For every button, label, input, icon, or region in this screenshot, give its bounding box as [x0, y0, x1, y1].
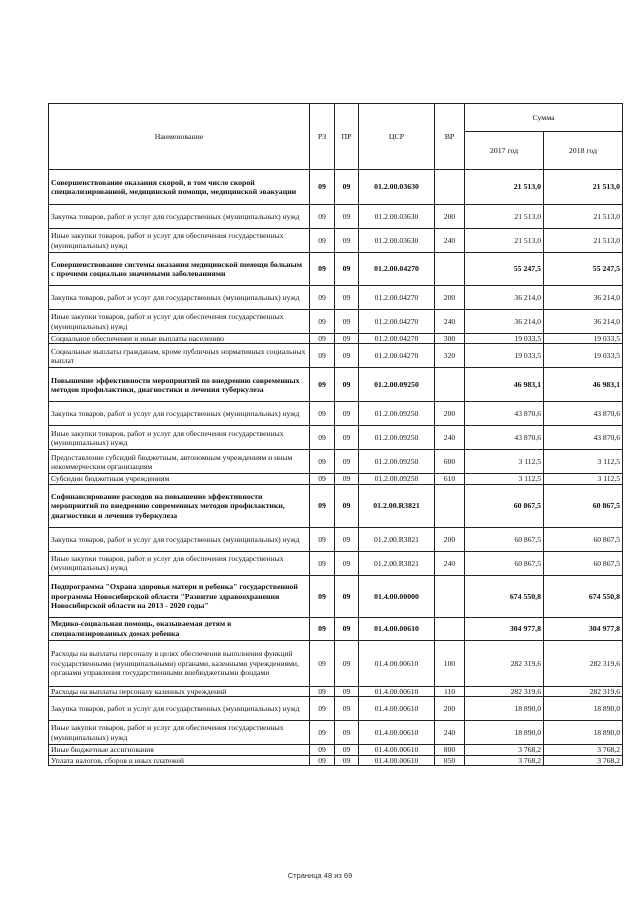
page-footer: Страница 48 из 69 [287, 871, 353, 880]
cell-csr: 01.2.00.09250 [359, 368, 435, 402]
header-name: Наименование [49, 104, 310, 170]
cell-pr: 09 [335, 474, 359, 484]
cell-2017: 3 112,5 [465, 450, 544, 474]
cell-2017: 36 214,0 [465, 286, 544, 310]
cell-rz: 09 [310, 402, 335, 426]
cell-2017: 3 768,2 [465, 745, 544, 755]
cell-rz: 09 [310, 745, 335, 755]
cell-2017: 19 033,5 [465, 344, 544, 368]
cell-csr: 01.2.00.04270 [359, 310, 435, 334]
cell-rz: 09 [310, 368, 335, 402]
cell-2018: 19 033,5 [544, 344, 623, 368]
cell-2018: 43 870,6 [544, 426, 623, 450]
cell-vr: 240 [435, 426, 465, 450]
cell-vr: 110 [435, 686, 465, 696]
table-row [49, 368, 623, 402]
cell-2017: 21 513,0 [465, 170, 544, 205]
cell-2017: 60 867,5 [465, 527, 544, 551]
cell-2017: 21 513,0 [465, 205, 544, 229]
cell-vr: 200 [435, 286, 465, 310]
cell-vr: 240 [435, 310, 465, 334]
cell-vr: 200 [435, 527, 465, 551]
cell-2017: 3 112,5 [465, 474, 544, 484]
cell-vr: 240 [435, 229, 465, 253]
cell-2017: 282 319,6 [465, 686, 544, 696]
cell-rz: 09 [310, 426, 335, 450]
cell-pr: 09 [335, 205, 359, 229]
cell-name: Иные бюджетные ассигнования [49, 745, 310, 755]
cell-2018: 674 550,8 [544, 575, 623, 617]
cell-rz: 09 [310, 310, 335, 334]
cell-2017: 304 977,8 [465, 617, 544, 640]
cell-csr: 01.4.00.00000 [359, 575, 435, 617]
cell-2018: 60 867,5 [544, 527, 623, 551]
cell-2018: 18 890,0 [544, 697, 623, 721]
cell-rz: 09 [310, 344, 335, 368]
budget-table [48, 103, 623, 766]
table-row [49, 229, 623, 253]
cell-pr: 09 [335, 170, 359, 205]
cell-csr: 01.2.00.03630 [359, 229, 435, 253]
cell-vr: 200 [435, 205, 465, 229]
cell-rz: 09 [310, 721, 335, 745]
table-row [49, 450, 623, 474]
cell-rz: 09 [310, 205, 335, 229]
cell-name: Медико-социальная помощь, оказываемая детям в специализированных домах ребенка [49, 617, 310, 640]
cell-vr: 200 [435, 402, 465, 426]
cell-pr: 09 [335, 450, 359, 474]
cell-2018: 3 112,5 [544, 474, 623, 484]
cell-2017: 43 870,6 [465, 402, 544, 426]
cell-pr: 09 [335, 368, 359, 402]
header-vr: ВР [435, 104, 465, 170]
cell-2018: 36 214,0 [544, 286, 623, 310]
cell-pr: 09 [335, 310, 359, 334]
cell-vr: 240 [435, 551, 465, 575]
cell-2018: 46 983,1 [544, 368, 623, 402]
cell-2017: 21 513,0 [465, 229, 544, 253]
header-rz: РЗ [310, 104, 335, 170]
cell-2018: 3 768,2 [544, 755, 623, 765]
cell-name: Закупка товаров, работ и услуг для государственных (муниципальных) нужд [49, 402, 310, 426]
cell-2017: 282 319,6 [465, 640, 544, 686]
cell-pr: 09 [335, 344, 359, 368]
cell-vr: 320 [435, 344, 465, 368]
cell-pr: 09 [335, 697, 359, 721]
cell-rz: 09 [310, 170, 335, 205]
cell-2018: 21 513,0 [544, 229, 623, 253]
cell-pr: 09 [335, 686, 359, 696]
cell-vr: 240 [435, 721, 465, 745]
table-row [49, 170, 623, 205]
cell-2018: 19 033,5 [544, 334, 623, 344]
cell-name: Закупка товаров, работ и услуг для государственных (муниципальных) нужд [49, 286, 310, 310]
cell-name: Иные закупки товаров, работ и услуг для обеспечения государственных (муниципальных) нужд [49, 310, 310, 334]
table-row [49, 551, 623, 575]
cell-csr: 01.4.00.00610 [359, 721, 435, 745]
table-row [49, 402, 623, 426]
cell-2017: 674 550,8 [465, 575, 544, 617]
cell-pr: 09 [335, 745, 359, 755]
cell-pr: 09 [335, 334, 359, 344]
cell-vr: 850 [435, 755, 465, 765]
cell-name: Расходы на выплаты персоналу казенных учреждений [49, 686, 310, 696]
cell-2017: 18 890,0 [465, 721, 544, 745]
cell-csr: 01.2.00.04270 [359, 334, 435, 344]
cell-pr: 09 [335, 286, 359, 310]
table-row [49, 755, 623, 765]
cell-2017: 43 870,6 [465, 426, 544, 450]
cell-vr [435, 484, 465, 527]
cell-2018: 3 768,2 [544, 745, 623, 755]
cell-name: Уплата налогов, сборов и иных платежей [49, 755, 310, 765]
table-row [49, 205, 623, 229]
table-body [49, 170, 623, 766]
cell-pr: 09 [335, 575, 359, 617]
cell-rz: 09 [310, 640, 335, 686]
cell-rz: 09 [310, 617, 335, 640]
table-row [49, 310, 623, 334]
cell-vr: 300 [435, 334, 465, 344]
table-row [49, 474, 623, 484]
cell-csr: 01.2.00.09250 [359, 426, 435, 450]
table-row [49, 745, 623, 755]
cell-rz: 09 [310, 755, 335, 765]
cell-name: Предоставление субсидий бюджетным, автономным учреждениям и иным некоммерческим организациям [49, 450, 310, 474]
cell-csr: 01.2.00.R3821 [359, 527, 435, 551]
table-row [49, 640, 623, 686]
table-row [49, 575, 623, 617]
header-2018: 2018 год [544, 132, 623, 170]
cell-name: Закупка товаров, работ и услуг для государственных (муниципальных) нужд [49, 205, 310, 229]
cell-name: Социальное обеспечение и иные выплаты населению [49, 334, 310, 344]
cell-rz: 09 [310, 229, 335, 253]
cell-2018: 21 513,0 [544, 205, 623, 229]
header-2017: 2017 год [465, 132, 544, 170]
cell-2018: 43 870,6 [544, 402, 623, 426]
cell-csr: 01.2.00.R3821 [359, 551, 435, 575]
cell-pr: 09 [335, 755, 359, 765]
cell-rz: 09 [310, 286, 335, 310]
cell-vr: 100 [435, 640, 465, 686]
table-row [49, 697, 623, 721]
cell-csr: 01.2.00.04270 [359, 344, 435, 368]
cell-2018: 3 112,5 [544, 450, 623, 474]
cell-pr: 09 [335, 640, 359, 686]
cell-2018: 55 247,5 [544, 253, 623, 286]
cell-vr [435, 253, 465, 286]
cell-name: Закупка товаров, работ и услуг для государственных (муниципальных) нужд [49, 527, 310, 551]
cell-name: Закупка товаров, работ и услуг для государственных (муниципальных) нужд [49, 697, 310, 721]
cell-2017: 60 867,5 [465, 484, 544, 527]
cell-vr: 600 [435, 450, 465, 474]
table-row [49, 253, 623, 286]
cell-rz: 09 [310, 484, 335, 527]
cell-csr: 01.2.00.09250 [359, 450, 435, 474]
cell-rz: 09 [310, 334, 335, 344]
cell-vr: 200 [435, 697, 465, 721]
cell-rz: 09 [310, 527, 335, 551]
cell-2018: 36 214,0 [544, 310, 623, 334]
cell-vr [435, 368, 465, 402]
cell-name: Иные закупки товаров, работ и услуг для обеспечения государственных (муниципальных) нужд [49, 721, 310, 745]
cell-pr: 09 [335, 551, 359, 575]
table-row [49, 686, 623, 696]
cell-vr [435, 617, 465, 640]
table-row [49, 344, 623, 368]
cell-pr: 09 [335, 617, 359, 640]
cell-csr: 01.4.00.00610 [359, 640, 435, 686]
cell-csr: 01.2.00.03630 [359, 205, 435, 229]
cell-2018: 304 977,8 [544, 617, 623, 640]
cell-csr: 01.2.00.04270 [359, 253, 435, 286]
cell-2018: 21 513,0 [544, 170, 623, 205]
cell-2018: 18 890,0 [544, 721, 623, 745]
cell-csr: 01.4.00.00610 [359, 686, 435, 696]
cell-rz: 09 [310, 551, 335, 575]
cell-vr: 610 [435, 474, 465, 484]
cell-rz: 09 [310, 575, 335, 617]
cell-pr: 09 [335, 527, 359, 551]
cell-2018: 282 319,6 [544, 686, 623, 696]
cell-vr [435, 575, 465, 617]
cell-csr: 01.2.00.R3821 [359, 484, 435, 527]
header-csr: ЦСР [359, 104, 435, 170]
cell-name: Иные закупки товаров, работ и услуг для обеспечения государственных (муниципальных) нужд [49, 426, 310, 450]
cell-2017: 3 768,2 [465, 755, 544, 765]
cell-rz: 09 [310, 253, 335, 286]
table-row [49, 527, 623, 551]
cell-csr: 01.4.00.00610 [359, 617, 435, 640]
cell-pr: 09 [335, 229, 359, 253]
table-row [49, 721, 623, 745]
cell-name: Совершенствование системы оказания медицинской помощи больным с прочими социально значимыми заболеваниями [49, 253, 310, 286]
cell-rz: 09 [310, 450, 335, 474]
cell-name: Подпрограмма "Охрана здоровья матери и ребенка" государственной программы Новосибирской области "Развитие здравоохранения Новосибирской области на 2013 - 2020 годы" [49, 575, 310, 617]
table-row [49, 426, 623, 450]
cell-2018: 60 867,5 [544, 484, 623, 527]
cell-pr: 09 [335, 426, 359, 450]
cell-name: Совершенствование оказания скорой, в том числе скорой специализированной, медицинской помощи, медицинской эвакуации [49, 170, 310, 205]
cell-pr: 09 [335, 721, 359, 745]
cell-name: Субсидии бюджетным учреждениям [49, 474, 310, 484]
table-row [49, 286, 623, 310]
cell-pr: 09 [335, 484, 359, 527]
cell-vr [435, 170, 465, 205]
cell-name: Расходы на выплаты персоналу в целях обеспечения выполнения функций государственными (муниципальными) органами, казенными учреждениями, органами управления государственными внебюджетными фондами [49, 640, 310, 686]
cell-csr: 01.4.00.00610 [359, 745, 435, 755]
cell-2017: 19 033,5 [465, 334, 544, 344]
cell-2017: 46 983,1 [465, 368, 544, 402]
cell-csr: 01.2.00.09250 [359, 402, 435, 426]
cell-csr: 01.4.00.00610 [359, 755, 435, 765]
cell-pr: 09 [335, 253, 359, 286]
cell-name: Иные закупки товаров, работ и услуг для обеспечения государственных (муниципальных) нужд [49, 229, 310, 253]
header-pr: ПР [335, 104, 359, 170]
cell-pr: 09 [335, 402, 359, 426]
cell-csr: 01.2.00.04270 [359, 286, 435, 310]
cell-rz: 09 [310, 697, 335, 721]
cell-2017: 36 214,0 [465, 310, 544, 334]
cell-2017: 60 867,5 [465, 551, 544, 575]
cell-csr: 01.2.00.03630 [359, 170, 435, 205]
table-row [49, 484, 623, 527]
cell-csr: 01.4.00.00610 [359, 697, 435, 721]
cell-rz: 09 [310, 686, 335, 696]
cell-2018: 282 319,6 [544, 640, 623, 686]
header-sum: Сумма [465, 104, 623, 132]
cell-name: Социальные выплаты гражданам, кроме публичных нормативных социальных выплат [49, 344, 310, 368]
cell-vr: 800 [435, 745, 465, 755]
table-row [49, 334, 623, 344]
cell-2018: 60 867,5 [544, 551, 623, 575]
cell-name: Иные закупки товаров, работ и услуг для обеспечения государственных (муниципальных) нужд [49, 551, 310, 575]
cell-name: Софинансирование расходов на повышение эффективности мероприятий по внедрению современных методов профилактики, диагностики и лечения туберкулеза [49, 484, 310, 527]
cell-2017: 55 247,5 [465, 253, 544, 286]
cell-name: Повышение эффективности мероприятий по внедрению современных методов профилактики, диагностики и лечения туберкулеза [49, 368, 310, 402]
cell-rz: 09 [310, 474, 335, 484]
cell-2017: 18 890,0 [465, 697, 544, 721]
table-row [49, 617, 623, 640]
cell-csr: 01.2.00.09250 [359, 474, 435, 484]
